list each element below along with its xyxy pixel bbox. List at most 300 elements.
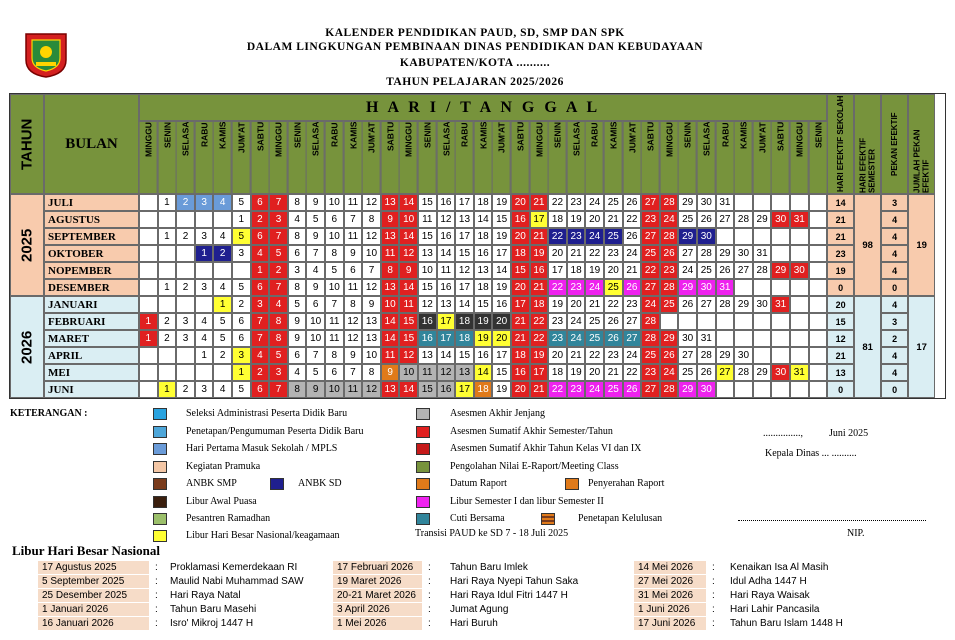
day-cell xyxy=(716,228,735,245)
day-cell xyxy=(139,296,158,313)
day-cell: 3 xyxy=(195,381,214,398)
day-cell xyxy=(213,364,232,381)
day-cell: 29 xyxy=(753,211,772,228)
day-cell: 10 xyxy=(325,381,344,398)
day-cell: 21 xyxy=(530,194,549,211)
day-cell: 26 xyxy=(660,245,679,262)
holiday-colon: : xyxy=(428,590,431,601)
day-cell: 12 xyxy=(362,381,381,398)
day-cell: 10 xyxy=(362,347,381,364)
day-cell: 25 xyxy=(678,211,697,228)
holiday-name: Proklamasi Kemerdekaan RI xyxy=(170,562,298,573)
day-cell: 12 xyxy=(362,194,381,211)
day-name-header: JUM'AT xyxy=(753,121,772,194)
day-cell xyxy=(734,228,753,245)
day-cell: 10 xyxy=(381,296,400,313)
day-cell: 26 xyxy=(623,381,642,398)
tahun-header: TAHUN xyxy=(10,94,44,194)
day-cell: 16 xyxy=(492,296,511,313)
day-cell xyxy=(809,330,828,347)
day-name-header: SENIN xyxy=(288,121,307,194)
holiday-name: Hari Raya Waisak xyxy=(730,590,810,601)
day-cell: 9 xyxy=(381,211,400,228)
day-name-header: SABTU xyxy=(251,121,270,194)
day-cell: 30 xyxy=(753,296,772,313)
summary-header: HARI EFEKTIF SEMESTER xyxy=(854,94,881,194)
day-cell: 15 xyxy=(455,347,474,364)
day-cell xyxy=(790,245,809,262)
day-cell xyxy=(809,364,828,381)
day-cell: 27 xyxy=(716,364,735,381)
pekan-efektif-cell: 4 xyxy=(881,228,908,245)
day-cell: 1 xyxy=(158,228,177,245)
title-line-2: DALAM LINGKUNGAN PEMBINAAN DINAS PENDIDIKAN DAN KEBUDAYAAN xyxy=(246,41,704,53)
day-cell xyxy=(176,211,195,228)
holiday-date: 14 Mei 2026 xyxy=(638,562,694,573)
day-name-header: SELASA xyxy=(697,121,716,194)
day-cell: 7 xyxy=(251,330,270,347)
day-name-header: MINGGU xyxy=(660,121,679,194)
day-cell: 28 xyxy=(697,347,716,364)
day-cell: 10 xyxy=(418,262,437,279)
day-cell: 10 xyxy=(306,330,325,347)
summary-header: HARI EFEKTIF SEKOLAH xyxy=(827,94,854,194)
day-cell: 2 xyxy=(213,347,232,364)
day-cell: 14 xyxy=(399,279,418,296)
day-cell xyxy=(771,313,790,330)
legend-item-label: Asesmen Sumatif Akhir Tahun Kelas VI dan IX xyxy=(450,443,642,454)
day-cell: 8 xyxy=(269,330,288,347)
day-cell: 4 xyxy=(288,364,307,381)
day-cell: 17 xyxy=(530,211,549,228)
day-cell: 27 xyxy=(716,211,735,228)
day-cell: 19 xyxy=(492,381,511,398)
day-cell: 17 xyxy=(492,245,511,262)
legend-swatch xyxy=(416,408,430,420)
summary-header: JUMLAH PEKAN EFEKTIF xyxy=(908,94,935,194)
day-cell: 21 xyxy=(623,262,642,279)
day-cell: 23 xyxy=(604,245,623,262)
day-cell: 5 xyxy=(232,228,251,245)
day-cell xyxy=(734,194,753,211)
day-cell: 10 xyxy=(306,313,325,330)
day-cell: 30 xyxy=(790,262,809,279)
holiday-colon: : xyxy=(428,562,431,573)
day-cell xyxy=(734,381,753,398)
day-cell: 22 xyxy=(530,313,549,330)
day-cell: 23 xyxy=(660,262,679,279)
day-cell: 3 xyxy=(195,228,214,245)
day-name-header: SABTU xyxy=(511,121,530,194)
day-cell: 4 xyxy=(251,245,270,262)
day-cell: 14 xyxy=(381,313,400,330)
day-cell: 3 xyxy=(251,296,270,313)
day-name-header: MINGGU xyxy=(399,121,418,194)
hari-efektif-cell: 20 xyxy=(827,296,854,313)
day-cell xyxy=(158,245,177,262)
day-cell xyxy=(213,262,232,279)
day-cell: 28 xyxy=(641,313,660,330)
month-name-cell: NOPEMBER xyxy=(44,262,139,279)
day-cell xyxy=(753,313,772,330)
day-cell: 2 xyxy=(251,364,270,381)
hari-efektif-cell: 0 xyxy=(827,279,854,296)
legend-item-label: Libur Hari Besar Nasional/keagamaan xyxy=(186,530,340,541)
month-name-cell: MARET xyxy=(44,330,139,347)
day-cell: 13 xyxy=(418,245,437,262)
day-cell: 20 xyxy=(511,279,530,296)
day-name-header: SENIN xyxy=(809,121,828,194)
holiday-name: Tahun Baru Masehi xyxy=(170,604,257,615)
kepala-dinas: Kepala Dinas ... .......... xyxy=(765,448,857,459)
pekan-efektif-cell: 4 xyxy=(881,211,908,228)
day-cell: 13 xyxy=(418,347,437,364)
pekan-efektif-cell: 3 xyxy=(881,194,908,211)
holiday-name: Hari Raya Natal xyxy=(170,590,241,601)
day-cell: 26 xyxy=(604,330,623,347)
day-cell: 27 xyxy=(697,296,716,313)
day-cell: 13 xyxy=(381,381,400,398)
day-cell: 22 xyxy=(585,245,604,262)
day-cell: 18 xyxy=(474,228,493,245)
legend-anbk-sd-label: ANBK SD xyxy=(298,478,342,489)
day-cell: 2 xyxy=(176,228,195,245)
day-name-header: SELASA xyxy=(306,121,325,194)
day-cell: 28 xyxy=(697,245,716,262)
day-cell: 6 xyxy=(232,330,251,347)
day-cell: 1 xyxy=(195,245,214,262)
day-cell: 18 xyxy=(548,364,567,381)
day-cell: 2 xyxy=(269,262,288,279)
bulan-header: BULAN xyxy=(44,94,139,194)
day-cell: 12 xyxy=(362,228,381,245)
day-cell: 12 xyxy=(418,296,437,313)
day-cell: 18 xyxy=(511,245,530,262)
transisi-note: Transisi PAUD ke SD 7 - 18 Juli 2025 xyxy=(415,528,569,539)
day-cell xyxy=(158,211,177,228)
day-cell xyxy=(790,296,809,313)
day-cell: 11 xyxy=(344,279,363,296)
day-cell: 14 xyxy=(437,347,456,364)
day-cell: 7 xyxy=(251,313,270,330)
day-cell: 16 xyxy=(511,364,530,381)
pekan-efektif-cell: 4 xyxy=(881,296,908,313)
day-cell: 22 xyxy=(604,296,623,313)
day-cell: 24 xyxy=(585,381,604,398)
day-cell: 2 xyxy=(213,245,232,262)
day-cell: 30 xyxy=(697,279,716,296)
day-cell: 30 xyxy=(734,245,753,262)
day-cell: 27 xyxy=(641,228,660,245)
legend-item-label: Pesantren Ramadhan xyxy=(186,513,271,524)
day-cell: 4 xyxy=(288,211,307,228)
day-cell xyxy=(158,296,177,313)
day-cell: 26 xyxy=(678,296,697,313)
day-cell: 23 xyxy=(641,211,660,228)
day-cell: 22 xyxy=(585,347,604,364)
day-cell: 6 xyxy=(251,381,270,398)
day-cell: 20 xyxy=(585,211,604,228)
day-cell: 14 xyxy=(399,194,418,211)
holiday-date: 25 Desember 2025 xyxy=(42,590,128,601)
day-cell: 11 xyxy=(418,364,437,381)
day-cell: 9 xyxy=(306,381,325,398)
day-cell: 1 xyxy=(158,381,177,398)
day-cell: 9 xyxy=(288,330,307,347)
holiday-colon: : xyxy=(712,618,715,629)
pekan-efektif-cell: 0 xyxy=(881,381,908,398)
day-cell xyxy=(809,228,828,245)
hari-tanggal-header: H A R I / T A N G G A L xyxy=(139,94,827,121)
day-cell: 21 xyxy=(511,313,530,330)
day-cell: 20 xyxy=(511,194,530,211)
day-cell: 19 xyxy=(492,194,511,211)
day-cell: 27 xyxy=(678,245,697,262)
day-cell: 17 xyxy=(437,330,456,347)
day-name-header: SABTU xyxy=(641,121,660,194)
holiday-colon: : xyxy=(155,576,158,587)
day-cell xyxy=(139,364,158,381)
month-name-cell: SEPTEMBER xyxy=(44,228,139,245)
day-cell: 16 xyxy=(530,262,549,279)
day-cell: 8 xyxy=(381,262,400,279)
holiday-colon: : xyxy=(712,562,715,573)
day-cell: 22 xyxy=(623,364,642,381)
month-name-cell: JANUARI xyxy=(44,296,139,313)
day-cell: 26 xyxy=(697,211,716,228)
day-cell xyxy=(771,194,790,211)
day-cell: 19 xyxy=(567,364,586,381)
day-cell: 9 xyxy=(399,262,418,279)
day-cell: 5 xyxy=(213,330,232,347)
day-cell xyxy=(195,262,214,279)
holiday-date: 16 Januari 2026 xyxy=(42,618,114,629)
day-cell xyxy=(716,381,735,398)
hari-efektif-cell: 15 xyxy=(827,313,854,330)
legend-swatch xyxy=(153,443,167,455)
legend-item-label: Seleksi Administrasi Peserta Didik Baru xyxy=(186,408,348,419)
day-cell: 14 xyxy=(399,381,418,398)
holiday-name: Maulid Nabi Muhammad SAW xyxy=(170,576,304,587)
legend-item-label: Cuti Bersama xyxy=(450,513,505,524)
day-cell: 30 xyxy=(771,364,790,381)
legend-swatch xyxy=(153,461,167,473)
holiday-colon: : xyxy=(712,576,715,587)
day-name-header: MINGGU xyxy=(790,121,809,194)
day-cell: 26 xyxy=(697,364,716,381)
day-name-header: RABU xyxy=(325,121,344,194)
hari-efektif-cell: 12 xyxy=(827,330,854,347)
day-cell: 8 xyxy=(325,245,344,262)
day-cell: 26 xyxy=(716,262,735,279)
day-cell: 7 xyxy=(344,211,363,228)
total-pekan-cell: 17 xyxy=(908,296,935,398)
day-cell: 20 xyxy=(567,296,586,313)
month-name-cell: APRIL xyxy=(44,347,139,364)
day-cell xyxy=(753,228,772,245)
day-cell: 8 xyxy=(344,296,363,313)
day-cell: 11 xyxy=(381,245,400,262)
day-name-header: RABU xyxy=(585,121,604,194)
day-cell: 11 xyxy=(418,211,437,228)
pekan-efektif-cell: 4 xyxy=(881,262,908,279)
day-cell: 6 xyxy=(251,279,270,296)
day-cell xyxy=(697,313,716,330)
legend-item-label: Datum Raport xyxy=(450,478,507,489)
sign-date-right: Juni 2025 xyxy=(829,428,869,439)
day-cell: 30 xyxy=(697,194,716,211)
day-cell: 8 xyxy=(362,211,381,228)
day-cell: 24 xyxy=(678,262,697,279)
day-cell: 28 xyxy=(660,381,679,398)
day-cell: 13 xyxy=(455,211,474,228)
day-cell: 26 xyxy=(660,347,679,364)
day-cell: 15 xyxy=(492,211,511,228)
day-cell: 25 xyxy=(641,347,660,364)
day-cell: 17 xyxy=(492,347,511,364)
legend-item-label: Asesmen Sumatif Akhir Semester/Tahun xyxy=(450,426,613,437)
day-cell xyxy=(139,347,158,364)
day-cell: 20 xyxy=(492,313,511,330)
day-cell xyxy=(790,228,809,245)
holiday-date: 1 Juni 2026 xyxy=(638,604,690,615)
day-name-header: SENIN xyxy=(548,121,567,194)
day-cell: 29 xyxy=(771,262,790,279)
day-cell xyxy=(753,279,772,296)
day-name-header: JUM'AT xyxy=(623,121,642,194)
legend-swatch-penyerahan xyxy=(565,478,579,490)
day-cell: 29 xyxy=(716,245,735,262)
hari-efektif-cell: 21 xyxy=(827,228,854,245)
day-cell: 28 xyxy=(660,279,679,296)
title-line-1: KALENDER PENDIDIKAN PAUD, SD, SMP DAN SPK xyxy=(325,27,625,39)
legend-swatch xyxy=(153,408,167,420)
day-cell: 7 xyxy=(325,296,344,313)
day-cell: 22 xyxy=(530,330,549,347)
day-cell: 2 xyxy=(232,296,251,313)
day-cell: 28 xyxy=(716,296,735,313)
day-cell: 16 xyxy=(437,381,456,398)
day-cell: 1 xyxy=(139,330,158,347)
day-cell: 1 xyxy=(195,347,214,364)
day-cell: 21 xyxy=(511,330,530,347)
day-cell: 28 xyxy=(660,228,679,245)
legend-title: KETERANGAN : xyxy=(10,408,88,419)
day-cell: 6 xyxy=(232,313,251,330)
day-cell: 23 xyxy=(604,347,623,364)
pekan-efektif-cell: 0 xyxy=(881,279,908,296)
day-cell xyxy=(660,313,679,330)
day-name-header: RABU xyxy=(195,121,214,194)
day-name-header: KAMIS xyxy=(734,121,753,194)
pekan-efektif-cell: 4 xyxy=(881,364,908,381)
day-cell: 9 xyxy=(306,279,325,296)
day-cell: 10 xyxy=(362,245,381,262)
day-cell: 14 xyxy=(492,262,511,279)
day-cell: 19 xyxy=(474,330,493,347)
day-cell: 7 xyxy=(344,364,363,381)
day-cell xyxy=(753,381,772,398)
day-cell xyxy=(734,313,753,330)
day-cell: 19 xyxy=(585,262,604,279)
day-cell xyxy=(176,262,195,279)
day-cell xyxy=(809,296,828,313)
day-cell: 5 xyxy=(306,211,325,228)
day-cell: 9 xyxy=(288,313,307,330)
holiday-name: Isro' Mikroj 1447 H xyxy=(170,618,254,629)
day-cell: 4 xyxy=(195,313,214,330)
day-cell: 25 xyxy=(697,262,716,279)
day-cell: 16 xyxy=(418,330,437,347)
day-cell: 4 xyxy=(251,347,270,364)
legend-item-label: Hari Pertama Masuk Sekolah / MPLS xyxy=(186,443,338,454)
day-cell: 21 xyxy=(567,347,586,364)
holiday-name: Hari Raya Idul Fitri 1447 H xyxy=(450,590,568,601)
day-cell: 27 xyxy=(623,330,642,347)
day-cell: 24 xyxy=(585,228,604,245)
holiday-colon: : xyxy=(428,604,431,615)
holiday-colon: : xyxy=(155,562,158,573)
day-cell: 16 xyxy=(437,194,456,211)
day-cell xyxy=(809,381,828,398)
day-cell: 13 xyxy=(474,262,493,279)
day-cell: 4 xyxy=(213,381,232,398)
day-cell: 12 xyxy=(362,279,381,296)
day-cell xyxy=(790,381,809,398)
day-cell: 14 xyxy=(455,296,474,313)
legend-item-label: Libur Awal Puasa xyxy=(186,496,257,507)
month-name-cell: FEBRUARI xyxy=(44,313,139,330)
day-cell: 7 xyxy=(269,228,288,245)
day-cell: 12 xyxy=(344,330,363,347)
hari-efektif-cell: 13 xyxy=(827,364,854,381)
holiday-colon: : xyxy=(155,604,158,615)
day-cell: 15 xyxy=(418,228,437,245)
day-cell xyxy=(771,245,790,262)
day-cell: 18 xyxy=(474,381,493,398)
day-cell: 25 xyxy=(604,381,623,398)
day-cell: 15 xyxy=(511,262,530,279)
legend-swatch xyxy=(416,513,430,525)
month-name-cell: MEI xyxy=(44,364,139,381)
day-cell xyxy=(790,330,809,347)
day-cell: 19 xyxy=(474,313,493,330)
day-cell: 31 xyxy=(697,330,716,347)
day-cell xyxy=(809,347,828,364)
day-cell xyxy=(809,279,828,296)
title-line-4: TAHUN PELAJARAN 2025/2026 xyxy=(386,76,564,88)
day-cell: 29 xyxy=(753,364,772,381)
day-cell: 3 xyxy=(195,279,214,296)
day-cell: 13 xyxy=(381,279,400,296)
day-cell: 9 xyxy=(344,347,363,364)
day-cell: 9 xyxy=(306,228,325,245)
day-cell xyxy=(158,347,177,364)
day-cell: 13 xyxy=(437,296,456,313)
day-cell: 20 xyxy=(548,347,567,364)
day-cell xyxy=(790,347,809,364)
day-cell: 2 xyxy=(158,313,177,330)
day-cell: 2 xyxy=(176,381,195,398)
day-cell: 25 xyxy=(585,313,604,330)
day-cell: 23 xyxy=(548,330,567,347)
day-cell: 21 xyxy=(567,245,586,262)
day-cell: 24 xyxy=(567,330,586,347)
day-cell: 21 xyxy=(530,279,549,296)
holiday-name: Hari Lahir Pancasila xyxy=(730,604,820,615)
day-cell: 13 xyxy=(362,313,381,330)
day-cell xyxy=(809,194,828,211)
